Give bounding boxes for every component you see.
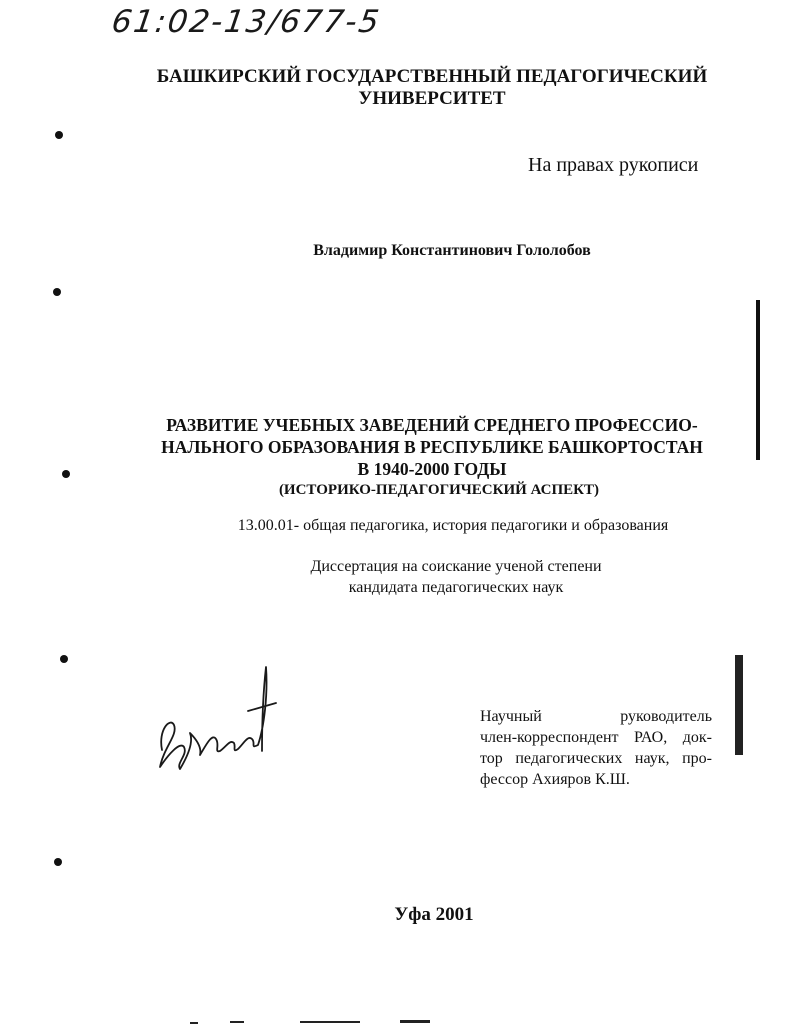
specialty-code: 13.00.01- общая педагогика, история педагогики и образования <box>237 517 669 534</box>
binding-hole-mark <box>54 858 62 866</box>
advisor-line-3: тор педагогических наук, про- <box>480 750 712 767</box>
scan-speck <box>300 1021 360 1023</box>
dissertation-title <box>34 414 796 500</box>
degree-line-2: кандидата педагогических наук <box>348 579 564 596</box>
advisor-line-1: Научный руководитель <box>480 708 712 725</box>
author-name: Владимир Константинович Гололобов <box>313 242 591 259</box>
scan-speck <box>190 1022 198 1024</box>
title-line-1: РАЗВИТИЕ УЧЕБНЫХ ЗАВЕДЕНИЙ СРЕДНЕГО ПРОФЕССИО- <box>166 415 698 435</box>
scan-speck <box>230 1021 244 1023</box>
advisor-line-4: фессор Ахияров К.Ш. <box>480 771 630 788</box>
scan-edge-shadow <box>735 655 743 755</box>
binding-hole-mark <box>53 288 61 296</box>
binding-hole-mark <box>55 131 63 139</box>
university-line-1: БАШКИРСКИЙ ГОСУДАРСТВЕННЫЙ ПЕДАГОГИЧЕСКИЙ <box>156 66 708 87</box>
handwritten-catalog-code: 61:02-13/677-5 <box>109 4 384 40</box>
university-name <box>34 66 796 110</box>
advisor-line-2: член-корреспондент РАО, док- <box>480 729 712 746</box>
degree-line-1: Диссертация на соискание ученой степени <box>310 558 602 575</box>
university-line-2: УНИВЕРСИТЕТ <box>358 88 506 109</box>
degree-statement <box>58 556 796 598</box>
title-line-3: В 1940-2000 ГОДЫ <box>357 459 507 479</box>
scientific-advisor <box>480 706 712 790</box>
title-line-4: (ИСТОРИКО-ПЕДАГОГИЧЕСКИЙ АСПЕКТ) <box>278 482 600 498</box>
scan-speck <box>400 1020 430 1023</box>
rights-note: На правах рукописи <box>528 154 699 176</box>
title-line-2: НАЛЬНОГО ОБРАЗОВАНИЯ В РЕСПУБЛИКЕ БАШКОРТОСТАН <box>161 437 703 457</box>
binding-hole-mark <box>62 470 70 478</box>
scan-edge-line <box>756 300 760 460</box>
binding-hole-mark <box>60 655 68 663</box>
signature-scribble <box>150 655 290 785</box>
city-and-year: Уфа 2001 <box>394 904 474 925</box>
